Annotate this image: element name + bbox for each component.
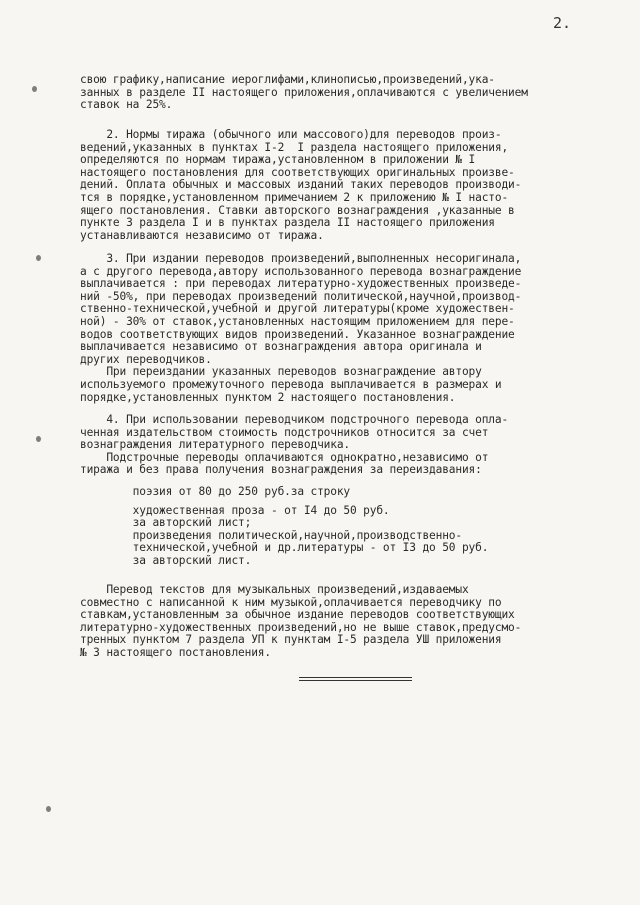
rate-line: художественная проза - от I4 до 50 руб.: [80, 503, 390, 517]
text-line: вознаграждения литературного переводчика.: [80, 438, 351, 452]
text-line: выплачивается независимо от вознаграждения автора оригинала и: [80, 340, 482, 354]
rate-line: за авторский лист;: [80, 516, 252, 530]
end-rule: [299, 677, 412, 678]
text-line: ставкам,установленным за обычное издание переводов соответствующих: [80, 608, 515, 622]
text-line: ний -50%, при переводах произведений политической,научной,производ-: [80, 289, 522, 303]
text-line: 2. Нормы тиража (обычного или массового)для переводов произ-: [80, 128, 502, 141]
text-line: совместно с написанной к ним музыкой,оплачивается переводчику по: [80, 595, 502, 609]
text-line: Перевод текстов для музыкальных произведений,издаваемых: [80, 583, 469, 596]
punch-hole-mark: [36, 436, 41, 442]
text-line: свою графику,написание иероглифами,клинописью,произведений,ука-: [80, 73, 495, 86]
text-line: ставок на 25%.: [80, 98, 173, 112]
text-line: 3. При издании переводов произведений,выполненных несоригинала,: [80, 252, 522, 265]
text-line: ственно-технической,учебной и другой литературы(кроме художествен-: [80, 302, 515, 316]
page-number: 2.: [553, 14, 572, 32]
text-line: ящего постановления. Ставки авторского вознаграждения ,указанные в: [80, 203, 515, 217]
end-rule-double: [299, 680, 412, 681]
text-line: а с другого перевода,автору использованного перевода вознаграждение: [80, 264, 522, 278]
text-line: тренных пунктом 7 раздела УП к пунктам I-5 раздела УШ приложения: [80, 633, 502, 647]
intro-paragraph: [80, 74, 628, 112]
text-line: ной) - 30% от ставок,установленных настоящим приложением для пере-: [80, 314, 515, 328]
text-line: 4. При использовании переводчиком подстрочного перевода опла-: [80, 413, 509, 426]
text-line: № 3 настоящего постановления.: [80, 645, 271, 659]
rate-line: поэзия от 80 до 250 руб.за строку: [80, 485, 351, 498]
punch-hole-mark: [36, 255, 41, 261]
text-line: устанавливаются независимо от тиража.: [80, 228, 324, 242]
text-line: ведений,указанных в пунктах I-2 I раздела настоящего приложения,: [80, 140, 509, 154]
text-line: тся в порядке,установленном примечанием 2 к приложению № I насто-: [80, 190, 509, 204]
rates-list: [80, 486, 628, 568]
text-line: водов соответствующих видов произведений. Указанное вознаграждение: [80, 327, 515, 341]
text-line: занных в разделе II настоящего приложения,оплачиваются с увеличением: [80, 85, 528, 99]
paragraph-3: [80, 253, 628, 404]
text-line: литературно-художественных произведений,но не выше ставок,предусмо-: [80, 620, 522, 634]
text-line: других переводчиков.: [80, 352, 212, 366]
text-line: пункте 3 раздела I и в пунктах раздела II настоящего приложения: [80, 216, 495, 230]
punch-hole-mark: [46, 806, 51, 812]
rate-line: за авторский лист.: [80, 553, 252, 567]
text-line: выплачивается : при переводах литературно-художественных произведе-: [80, 277, 522, 291]
text-line: тиража и без права получения вознаграждения за переиздавания:: [80, 463, 482, 477]
text-line: используемого промежуточного перевода выплачивается в размерах и: [80, 377, 502, 391]
text-line: дений. Оплата обычных и массовых изданий таких переводов производи-: [80, 178, 522, 192]
paragraph-5: [80, 584, 628, 660]
text-line: порядке,установленных пунктом 2 настоящего постановления.: [80, 390, 456, 404]
text-line: настоящего постановления для соответствующих оригинальных произве-: [80, 165, 515, 179]
rate-line: произведения политической,научной,производственно-: [80, 528, 462, 542]
text-line: определяются по нормам тиража,установленном в приложении № I: [80, 153, 476, 167]
paragraph-2: [80, 129, 628, 242]
text-line: При переиздании указанных переводов вознаграждение автору: [80, 365, 482, 379]
text-line: Подстрочные переводы оплачиваются однократно,независимо от: [80, 450, 489, 464]
punch-hole-mark: [32, 86, 37, 92]
rate-line: технической,учебной и др.литературы - от I3 до 50 руб.: [80, 541, 489, 555]
text-line: ченная издательством стоимость подстрочников относится за счет: [80, 425, 489, 439]
paragraph-4: [80, 414, 628, 477]
